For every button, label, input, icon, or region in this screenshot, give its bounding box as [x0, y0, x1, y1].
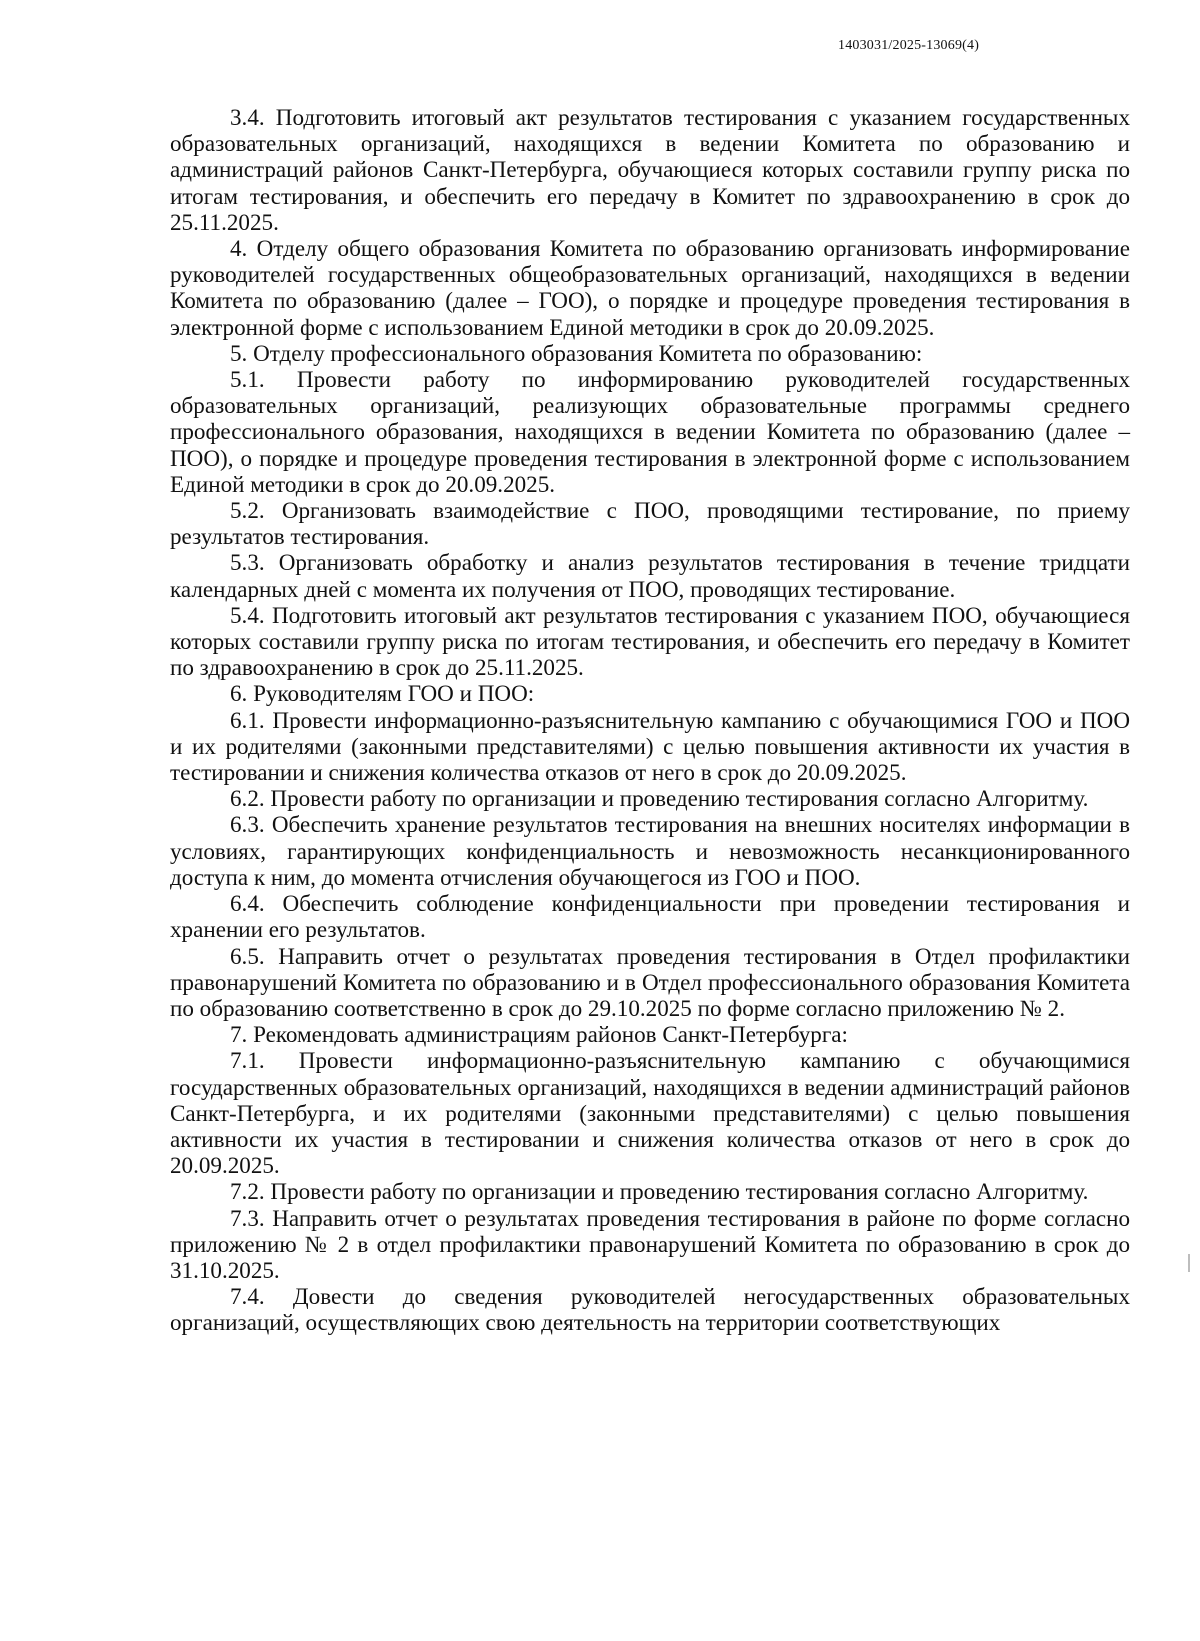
scan-edge-mark	[1188, 1254, 1190, 1272]
paragraph-7-3: 7.3. Направить отчет о результатах проведения тестирования в районе по форме согласно приложению № 2 в отдел профилактики правонарушений Комитета по образованию в срок до 31.10.2025.	[170, 1204, 1130, 1283]
paragraph-5-1: 5.1. Провести работу по информированию руководителей государственных образовательных организаций, реализующих образовательные программы среднего профессионального образования, находящихся в ведении Комитета по образованию (далее – ПОО), о порядке и процедуре проведения тестирования в электронной форме с использованием Единой методики в срок до 20.09.2025.	[170, 366, 1130, 497]
paragraph-5-4: 5.4. Подготовить итоговый акт результатов тестирования с указанием ПОО, обучающиеся которых составили группу риска по итогам тестирования, и обеспечить его передачу в Комитет по здравоохранению в срок до 25.11.2025.	[170, 601, 1130, 681]
paragraph-3-4: 3.4. Подготовить итоговый акт результатов тестирования с указанием государственных образовательных организаций, находящихся в ведении Комитета по образованию и администраций районов Санкт-Петербурга, обучающиеся которых составили группу риска по итогам тестирования, и обеспечить его передачу в Комитет по здравоохранению в срок до 25.11.2025.	[170, 104, 1130, 235]
paragraph-7-2: 7.2. Провести работу по организации и проведению тестирования согласно Алгоритму.	[230, 1178, 1089, 1205]
paragraph-6-4: 6.4. Обеспечить соблюдение конфиденциальности при проведении тестирования и хранении его результатов.	[170, 890, 1130, 943]
paragraph-7: 7. Рекомендовать администрациям районов Санкт-Петербурга:	[230, 1021, 848, 1048]
document-body	[170, 104, 1130, 1336]
paragraph-7-1: 7.1. Провести информационно-разъяснительную кампанию с обучающимися государственных образовательных организаций, находящихся в ведении администраций районов Санкт-Петербурга, и их родителями (законными представителями) с целью повышения активности их участия в тестировании и снижения количества отказов от него в срок до 20.09.2025.	[170, 1047, 1130, 1179]
paragraph-6-5: 6.5. Направить отчет о результатах проведения тестирования в Отдел профилактики правонарушений Комитета по образованию и в Отдел профессионального образования Комитета по образованию соответственно в срок до 29.10.2025 по форме согласно приложению № 2.	[170, 942, 1130, 1021]
paragraph-5-3: 5.3. Организовать обработку и анализ результатов тестирования в течение тридцати календарных дней с момента их получения от ПОО, проводящих тестирование.	[170, 549, 1130, 602]
paragraph-6-1: 6.1. Провести информационно-разъяснительную кампанию с обучающимися ГОО и ПОО и их родителями (законными представителями) с целью повышения активности их участия в тестировании и снижения количества отказов от него в срок до 20.09.2025.	[170, 706, 1130, 786]
paragraph-6-2: 6.2. Провести работу по организации и проведению тестирования согласно Алгоритму.	[230, 785, 1089, 812]
paragraph-6-3: 6.3. Обеспечить хранение результатов тестирования на внешних носителях информации в условиях, гарантирующих конфиденциальность и невозможность несанкционированного доступа к ним, до момента отчисления обучающегося из ГОО и ПОО.	[170, 811, 1130, 890]
paragraph-7-4: 7.4. Довести до сведения руководителей негосударственных образовательных организаций, осуществляющих свою деятельность на территории соответствующих	[170, 1283, 1130, 1336]
paragraph-5-2: 5.2. Организовать взаимодействие с ПОО, проводящими тестирование, по приему результатов тестирования.	[170, 497, 1130, 550]
paragraph-4: 4. Отделу общего образования Комитета по образованию организовать информирование руководителей государственных общеобразовательных организаций, находящихся в ведении Комитета по образованию (далее – ГОО), о порядке и процедуре проведения тестирования в электронной форме с использованием Единой методики в срок до 20.09.2025.	[170, 235, 1130, 340]
paragraph-6: 6. Руководителям ГОО и ПОО:	[230, 680, 535, 707]
paragraph-5: 5. Отделу профессионального образования Комитета по образованию:	[230, 339, 923, 366]
document-number: 1403031/2025-13069(4)	[838, 38, 980, 53]
